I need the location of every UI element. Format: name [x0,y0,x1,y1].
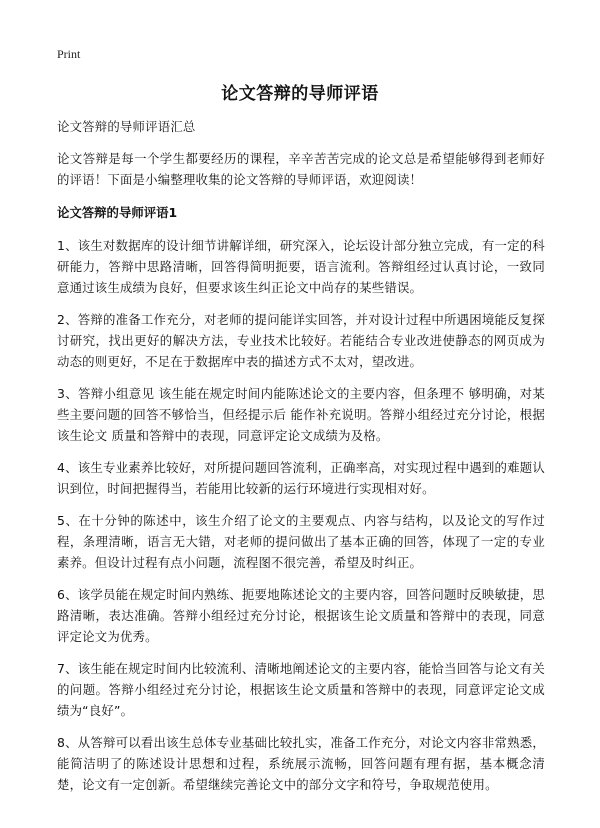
print-label: Print [57,47,81,61]
comment-paragraph-3: 3、答辩小组意见 该生能在规定时间内能陈述论文的主要内容，但条理不 够明确，对某些主要问题的回答不够恰当，但经提示后 能作补充说明。答辩小组经过充分讨论，根据该生论文 质量和答辩中的表现，同意评定论文成绩为及格。 [57,386,545,443]
comment-paragraph-5: 5、在十分钟的陈述中，该生介绍了论文的主要观点、内容与结构，以及论文的写作过程，条理清晰，语言无大错，对老师的提问做出了基本正确的回答，体现了一定的专业素养。但设计过程有点小问题，流程图不很完善，希望及时纠正。 [57,513,545,570]
comment-paragraph-8: 8、从答辩可以看出该生总体专业基础比较扎实，准备工作充分，对论文内容非常熟悉，能简洁明了的陈述设计思想和过程，系统展示流畅，回答问题有理有据，基本概念清楚，论文有一定创新。希望继续完善论文中的部分文字和符号，争取规范使用。 [57,735,545,792]
intro-paragraph: 论文答辩是每一个学生都要经历的课程，辛辛苦苦完成的论文总是希望能够得到老师好的评语！下面是小编整理收集的论文答辩的导师评语，欢迎阅读！ [57,151,545,187]
comment-paragraph-7: 7、该生能在规定时间内比较流利、清晰地阐述论文的主要内容，能恰当回答与论文有关的问题。答辩小组经过充分讨论，根据该生论文质量和答辩中的表现，同意评定论文成绩为“良好”。 [57,661,545,718]
comment-paragraph-2: 2、答辩的准备工作充分，对老师的提问能详实回答，并对设计过程中所遇困境能反复探讨研究，找出更好的解决方法，专业技术比较好。若能结合专业改进使静态的网页成为动态的则更好，不足在于数据库中表的描述方式不太对，望改进。 [57,312,545,369]
comment-paragraph-4: 4、该生专业素养比较好，对所提问题回答流利，正确率高，对实现过程中遇到的难题认识到位，时间把握得当，若能用比较新的运行环境进行实现相对好。 [57,460,545,496]
comment-paragraph-1: 1、该生对数据库的设计细节讲解详细，研究深入，论坛设计部分独立完成，有一定的科研能力，答辩中思路清晰，回答得简明扼要，语言流利。答辩组经过认真讨论，一致同意通过该生成绩为良好，但要求该生纠正论文中尚存的某些错误。 [57,238,545,295]
summary-line: 论文答辩的导师评语汇总 [57,119,196,134]
comment-paragraph-6: 6、该学员能在规定时间内熟练、扼要地陈述论文的主要内容，回答问题时反映敏捷，思路清晰，表达准确。答辩小组经过充分讨论，根据该生论文质量和答辩中的表现，同意评定论文为优秀。 [57,587,545,644]
section-heading: 论文答辩的导师评语1 [57,205,178,220]
page-title: 论文答辩的导师评语 [221,84,379,104]
document-body [57,116,545,806]
